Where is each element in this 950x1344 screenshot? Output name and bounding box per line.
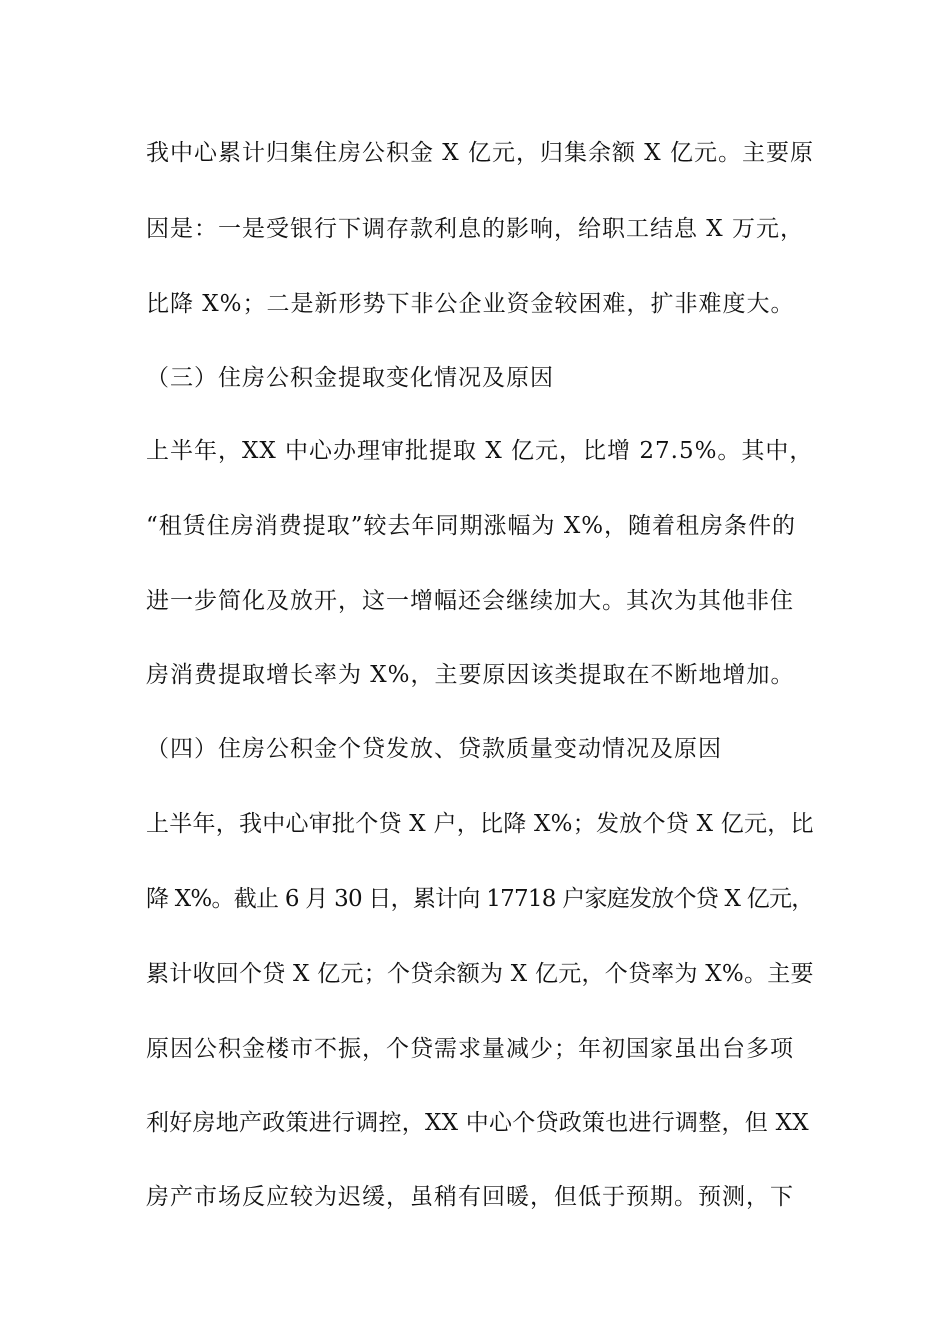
paragraph-line: 累计收回个贷 X 亿元；个贷余额为 X 亿元，个贷率为 X%。主要 [146,961,814,987]
paragraph-line: 进一步简化及放开，这一增幅还会继续加大。其次为其他非住 [146,588,794,614]
paragraph-line: 降 X%。截止 6 月 30 日，累计向 17718 户家庭发放个贷 X 亿元， [146,886,814,912]
paragraph-line: 房消费提取增长率为 X%，主要原因该类提取在不断地增加。 [146,662,795,688]
section-heading: （三）住房公积金提取变化情况及原因 [146,365,554,391]
paragraph-line: 上半年，我中心审批个贷 X 户，比降 X%；发放个贷 X 亿元，比 [146,811,814,837]
paragraph-line: “租赁住房消费提取”较去年同期涨幅为 X%，随着租房条件的 [146,513,797,539]
paragraph-line: 上半年，XX 中心办理审批提取 X 亿元，比增 27.5%。其中， [146,438,814,464]
section-heading: （四）住房公积金个贷发放、贷款质量变动情况及原因 [146,736,722,762]
paragraph-line: 我中心累计归集住房公积金 X 亿元，归集余额 X 亿元。主要原 [146,140,814,166]
paragraph-line: 因是：一是受银行下调存款利息的影响，给职工结息 X 万元， [146,216,804,242]
paragraph-line: 原因公积金楼市不振，个贷需求量减少；年初国家虽出台多项 [146,1036,794,1062]
paragraph-line: 利好房地产政策进行调控，XX 中心个贷政策也进行调整，但 XX [146,1110,809,1136]
paragraph-line: 比降 X%；二是新形势下非公企业资金较困难，扩非难度大。 [146,291,795,317]
paragraph-line: 房产市场反应较为迟缓，虽稍有回暖，但低于预期。预测，下 [146,1184,794,1210]
